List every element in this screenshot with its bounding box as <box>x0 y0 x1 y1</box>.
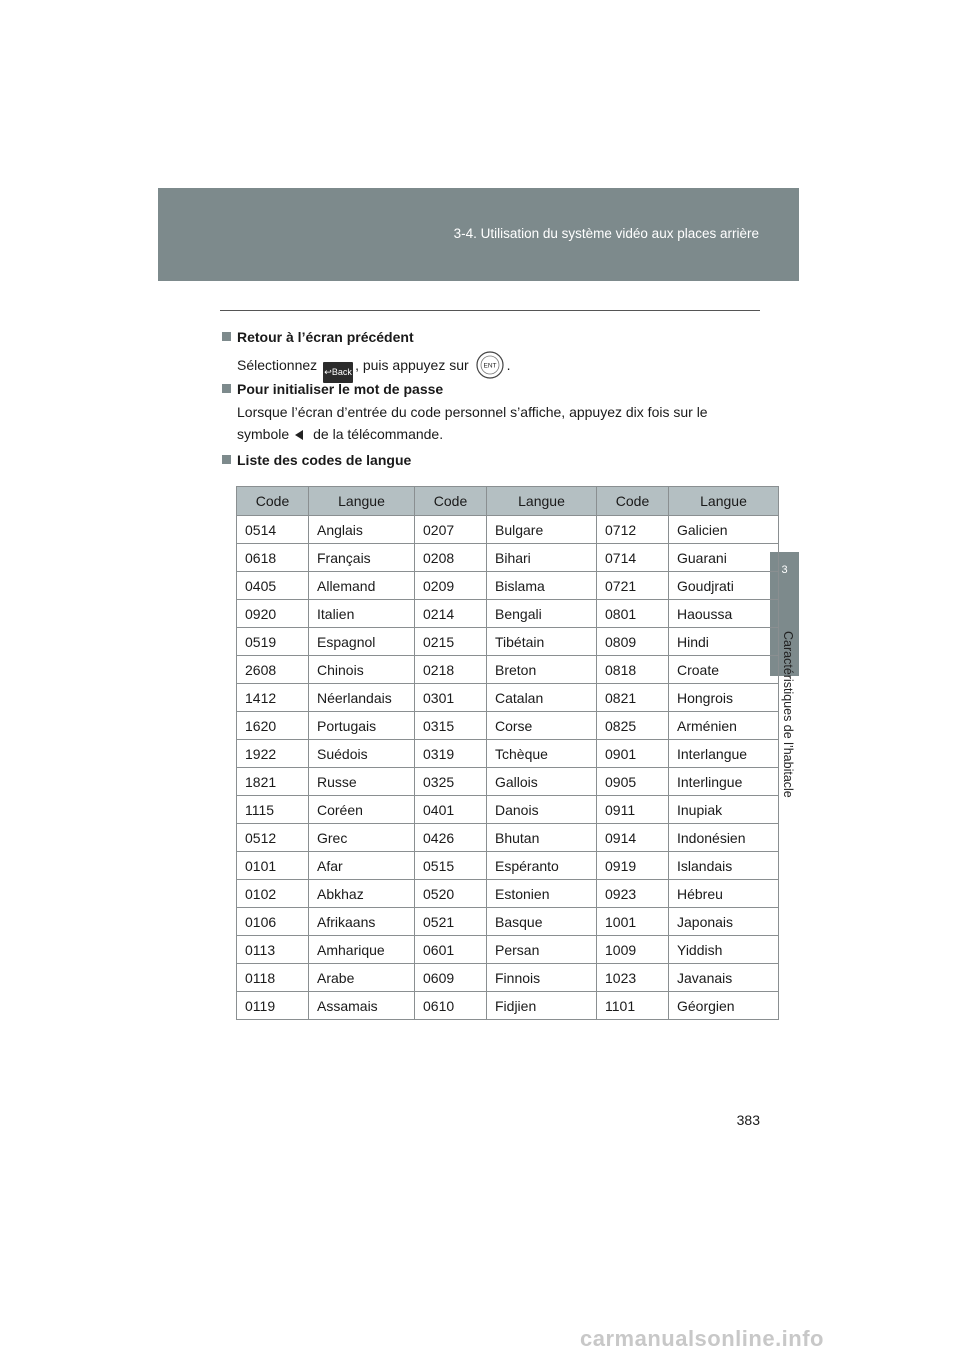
code-cell: 0821 <box>597 684 669 712</box>
language-cell: Danois <box>487 796 597 824</box>
header-band <box>158 188 799 281</box>
language-cell: Javanais <box>669 964 779 992</box>
language-cell: Bhutan <box>487 824 597 852</box>
language-cell: Interlangue <box>669 740 779 768</box>
code-cell: 0919 <box>597 852 669 880</box>
bullet-square-icon <box>222 384 231 393</box>
code-cell: 0215 <box>415 628 487 656</box>
column-header: Langue <box>669 487 779 516</box>
svg-text:ENT: ENT <box>483 362 497 370</box>
table-row <box>237 908 779 936</box>
table-row <box>237 684 779 712</box>
table-row <box>237 572 779 600</box>
column-header: Langue <box>487 487 597 516</box>
language-cell: Persan <box>487 936 597 964</box>
code-cell: 0519 <box>237 628 309 656</box>
table-row <box>237 740 779 768</box>
table-row <box>237 768 779 796</box>
code-cell: 0102 <box>237 880 309 908</box>
language-cell: Japonais <box>669 908 779 936</box>
language-cell: Russe <box>309 768 415 796</box>
language-cell: Portugais <box>309 712 415 740</box>
column-header: Code <box>415 487 487 516</box>
language-cell: Guarani <box>669 544 779 572</box>
divider <box>220 310 760 311</box>
code-cell: 0714 <box>597 544 669 572</box>
code-cell: 0315 <box>415 712 487 740</box>
code-cell: 0911 <box>597 796 669 824</box>
code-cell: 0514 <box>237 516 309 544</box>
code-cell: 0610 <box>415 992 487 1020</box>
language-cell: Breton <box>487 656 597 684</box>
language-cell: Tchèque <box>487 740 597 768</box>
code-cell: 0119 <box>237 992 309 1020</box>
language-cell: Hongrois <box>669 684 779 712</box>
heading-list: Liste des codes de langue <box>222 452 762 468</box>
language-cell: Haoussa <box>669 600 779 628</box>
language-cell: Grec <box>309 824 415 852</box>
language-cell: Galicien <box>669 516 779 544</box>
language-cell: Italien <box>309 600 415 628</box>
code-cell: 0208 <box>415 544 487 572</box>
language-cell: Estonien <box>487 880 597 908</box>
language-cell: Géorgien <box>669 992 779 1020</box>
section-password <box>222 381 762 445</box>
language-cell: Coréen <box>309 796 415 824</box>
code-cell: 0901 <box>597 740 669 768</box>
language-cell: Espéranto <box>487 852 597 880</box>
language-cell: Assamais <box>309 992 415 1020</box>
language-cell: Arménien <box>669 712 779 740</box>
column-header: Code <box>237 487 309 516</box>
column-header: Code <box>597 487 669 516</box>
code-cell: 0106 <box>237 908 309 936</box>
language-cell: Bengali <box>487 600 597 628</box>
code-cell: 0325 <box>415 768 487 796</box>
code-cell: 0113 <box>237 936 309 964</box>
code-cell: 1412 <box>237 684 309 712</box>
code-cell: 0405 <box>237 572 309 600</box>
section-list <box>222 452 762 468</box>
language-cell: Arabe <box>309 964 415 992</box>
code-cell: 0101 <box>237 852 309 880</box>
code-cell: 2608 <box>237 656 309 684</box>
code-cell: 0825 <box>597 712 669 740</box>
code-cell: 0609 <box>415 964 487 992</box>
para-password: Lorsque l’écran d’entrée du code personnel s’affiche, appuyez dix fois sur le symbole de la télécommande. <box>237 404 708 442</box>
section-back <box>222 329 762 383</box>
language-cell: Afrikaans <box>309 908 415 936</box>
code-cell: 0920 <box>237 600 309 628</box>
table-row <box>237 544 779 572</box>
table-row <box>237 516 779 544</box>
language-cell: Finnois <box>487 964 597 992</box>
code-cell: 0721 <box>597 572 669 600</box>
language-cell: Afar <box>309 852 415 880</box>
language-cell: Bihari <box>487 544 597 572</box>
code-cell: 1821 <box>237 768 309 796</box>
language-cell: Bislama <box>487 572 597 600</box>
para-back: Sélectionnez ↩Back , puis appuyez sur ENT . <box>222 351 762 383</box>
code-cell: 0301 <box>415 684 487 712</box>
code-cell: 0118 <box>237 964 309 992</box>
left-arrow-icon <box>295 430 303 440</box>
language-cell: Anglais <box>309 516 415 544</box>
code-cell: 0515 <box>415 852 487 880</box>
language-cell: Amharique <box>309 936 415 964</box>
language-cell: Suédois <box>309 740 415 768</box>
table-row <box>237 880 779 908</box>
code-cell: 0601 <box>415 936 487 964</box>
page-number: 383 <box>736 1112 760 1128</box>
code-cell: 0319 <box>415 740 487 768</box>
language-cell: Allemand <box>309 572 415 600</box>
language-cell: Hébreu <box>669 880 779 908</box>
code-cell: 1922 <box>237 740 309 768</box>
code-cell: 0801 <box>597 600 669 628</box>
language-cell: Bulgare <box>487 516 597 544</box>
section-title: 3-4. Utilisation du système vidéo aux places arrière <box>453 226 759 241</box>
code-cell: 0209 <box>415 572 487 600</box>
code-cell: 0923 <box>597 880 669 908</box>
code-cell: 0512 <box>237 824 309 852</box>
language-cell: Hindi <box>669 628 779 656</box>
column-header: Langue <box>309 487 415 516</box>
watermark: carmanualsonline.info <box>580 1326 824 1351</box>
language-cell: Chinois <box>309 656 415 684</box>
language-cell: Croate <box>669 656 779 684</box>
language-cell: Yiddish <box>669 936 779 964</box>
code-cell: 0809 <box>597 628 669 656</box>
language-cell: Corse <box>487 712 597 740</box>
code-cell: 1001 <box>597 908 669 936</box>
heading-password: Pour initialiser le mot de passe <box>222 381 762 397</box>
code-cell: 1620 <box>237 712 309 740</box>
heading-back: Retour à l’écran précédent <box>222 329 762 345</box>
code-cell: 0914 <box>597 824 669 852</box>
language-code-table <box>236 486 779 1020</box>
language-cell: Catalan <box>487 684 597 712</box>
code-cell: 0521 <box>415 908 487 936</box>
code-cell: 1101 <box>597 992 669 1020</box>
ent-button-icon <box>476 351 504 379</box>
table-row <box>237 656 779 684</box>
language-cell: Fidjien <box>487 992 597 1020</box>
code-cell: 0520 <box>415 880 487 908</box>
table-row <box>237 992 779 1020</box>
code-cell: 1009 <box>597 936 669 964</box>
language-cell: Indonésien <box>669 824 779 852</box>
table-row <box>237 628 779 656</box>
table-row <box>237 796 779 824</box>
code-cell: 0207 <box>415 516 487 544</box>
table-body <box>237 516 779 1020</box>
code-cell: 0712 <box>597 516 669 544</box>
bullet-square-icon <box>222 332 231 341</box>
code-cell: 0426 <box>415 824 487 852</box>
language-cell: Tibétain <box>487 628 597 656</box>
code-cell: 0214 <box>415 600 487 628</box>
language-cell: Abkhaz <box>309 880 415 908</box>
table-row <box>237 824 779 852</box>
bullet-square-icon <box>222 455 231 464</box>
language-cell: Islandais <box>669 852 779 880</box>
code-cell: 0401 <box>415 796 487 824</box>
table-header-row <box>237 487 779 516</box>
chapter-number: 3 <box>781 564 788 576</box>
language-cell: Espagnol <box>309 628 415 656</box>
table-row <box>237 936 779 964</box>
code-cell: 1023 <box>597 964 669 992</box>
code-cell: 0218 <box>415 656 487 684</box>
table-row <box>237 600 779 628</box>
language-cell: Goudjrati <box>669 572 779 600</box>
language-cell: Français <box>309 544 415 572</box>
language-cell: Néerlandais <box>309 684 415 712</box>
table-row <box>237 852 779 880</box>
code-cell: 0818 <box>597 656 669 684</box>
language-cell: Interlingue <box>669 768 779 796</box>
language-cell: Basque <box>487 908 597 936</box>
language-cell: Gallois <box>487 768 597 796</box>
language-cell: Inupiak <box>669 796 779 824</box>
code-cell: 1115 <box>237 796 309 824</box>
chapter-label: Caractéristiques de l’habitacle <box>781 631 795 798</box>
table-row <box>237 964 779 992</box>
table-row <box>237 712 779 740</box>
back-button-icon: ↩Back <box>323 362 353 383</box>
code-cell: 0905 <box>597 768 669 796</box>
code-cell: 0618 <box>237 544 309 572</box>
